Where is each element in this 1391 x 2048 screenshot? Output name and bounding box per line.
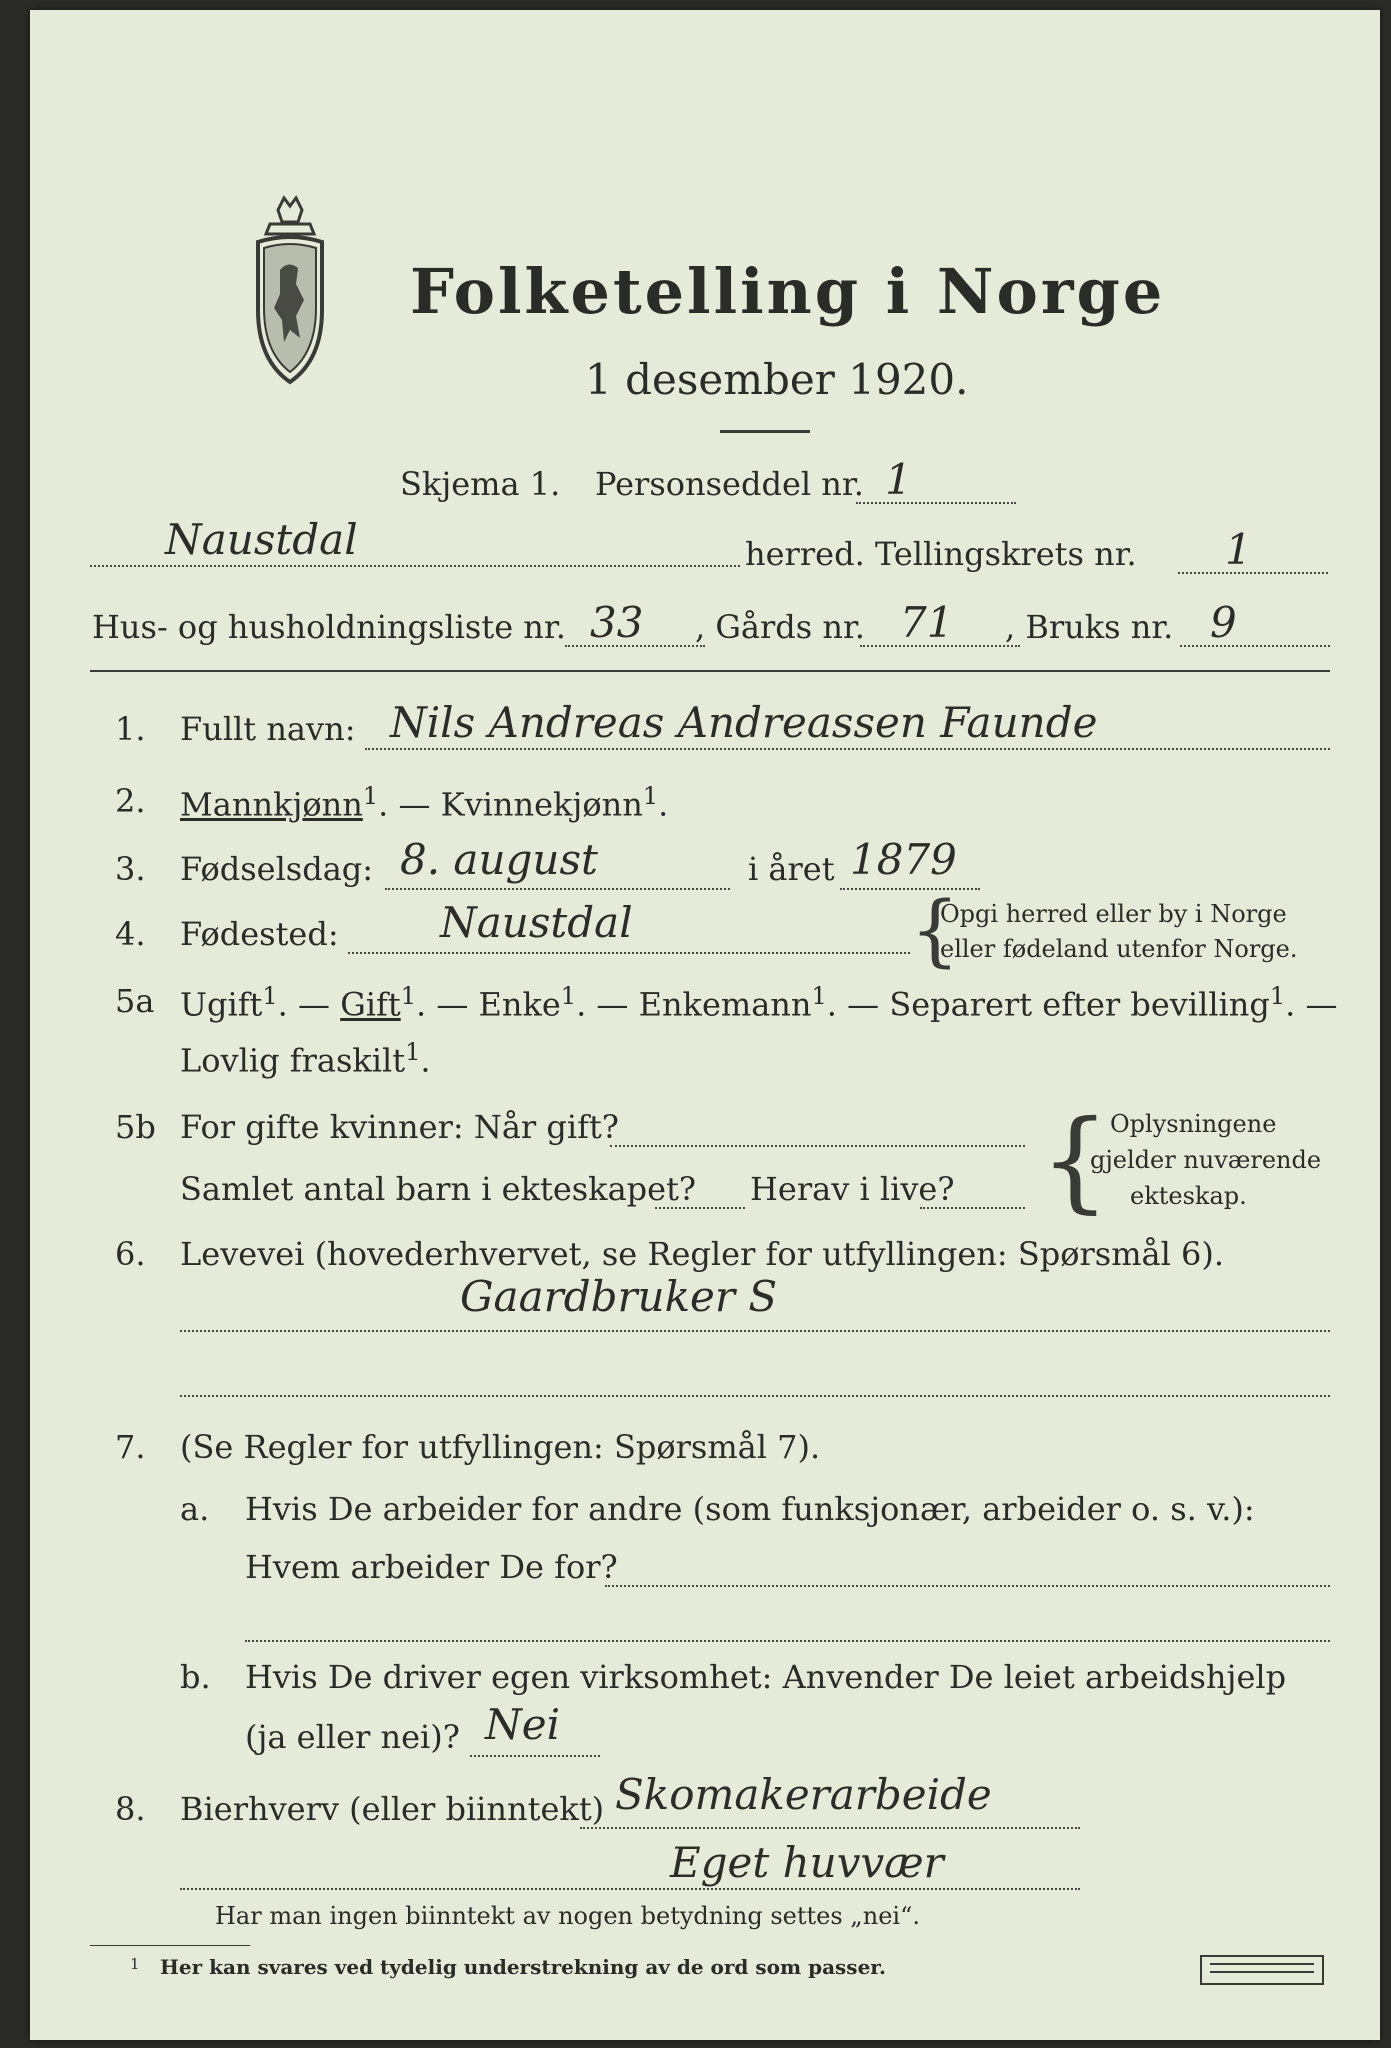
q7b-line1: Hvis De driver egen virksomhet: Anvender De leiet arbeidshjelp — [245, 1658, 1287, 1696]
herred-value: Naustdal — [165, 515, 358, 564]
q3-year-value: 1879 — [850, 835, 957, 884]
norway-coat-of-arms-icon — [240, 190, 340, 390]
q5b-note-line1: Oplysningene — [1110, 1110, 1277, 1138]
gards-label: , Gårds nr. — [695, 608, 865, 646]
q2-male-option: Mannkjønn — [180, 785, 363, 824]
q5b-alive-line — [920, 1207, 1025, 1209]
q5a-gift: Gift — [340, 985, 401, 1024]
q6-line1 — [180, 1330, 1330, 1332]
q8-label: Bierhverv (eller biinntekt) — [180, 1790, 605, 1828]
printer-stamp — [1200, 1955, 1324, 1985]
footnote-number: 1 — [130, 1955, 140, 1973]
q5b-brace: { — [1040, 1096, 1110, 1224]
q6-label: Levevei (hovederhvervet, se Regler for utfyllingen: Spørsmål 6). — [180, 1235, 1225, 1273]
q2-options: Mannkjønn$^1$. — Kvinnekjønn$^1$. — [180, 782, 669, 824]
q5b-label-alive: Herav i live? — [750, 1170, 955, 1208]
herred-label: herred. — [745, 535, 865, 573]
q1-number: 1. — [115, 710, 146, 748]
q7a-letter: a. — [180, 1490, 210, 1528]
footnote-rule — [90, 1945, 250, 1946]
footnote-text: Her kan svares ved tydelig understrekning av de ord som passer. — [160, 1955, 886, 1979]
q2-female-option: Kvinnekjønn — [440, 785, 643, 824]
q1-label: Fullt navn: — [180, 710, 356, 748]
title-divider — [720, 430, 810, 433]
q5a-number: 5a — [115, 982, 155, 1020]
q7b-letter: b. — [180, 1658, 211, 1696]
q6-number: 6. — [115, 1235, 146, 1273]
q3-value: 8. august — [400, 835, 598, 884]
schema-label: Skjema 1. — [400, 465, 561, 503]
q4-line — [348, 952, 910, 954]
q6-line2 — [180, 1395, 1330, 1397]
q5b-note-line3: ekteskap. — [1130, 1182, 1247, 1210]
tellingskrets-value: 1 — [1225, 525, 1252, 574]
personseddel-line — [856, 502, 1016, 504]
q4-label: Fødested: — [180, 915, 339, 953]
gards-value: 71 — [900, 598, 954, 647]
bruks-line — [1180, 645, 1330, 647]
q4-brace: { — [910, 886, 960, 976]
form-date: 1 desember 1920. — [585, 355, 969, 404]
personseddel-label: Personseddel nr. — [595, 465, 864, 503]
q7b-line — [470, 1755, 600, 1757]
q7-label: (Se Regler for utfyllingen: Spørsmål 7). — [180, 1428, 821, 1466]
q3-number: 3. — [115, 850, 146, 888]
q7b-line2: (ja eller nei)? — [245, 1718, 460, 1756]
q4-number: 4. — [115, 915, 146, 953]
tellingskrets-label: Tellingskrets nr. — [875, 535, 1137, 573]
tellingskrets-line — [1178, 572, 1328, 574]
q4-note-line2: eller fødeland utenfor Norge. — [940, 935, 1298, 963]
q5a-options: Ugift$^1$. — Gift$^1$. — Enke$^1$. — Enkemann$^1$. — Separert efter bevilling$^1$. — — [180, 982, 1338, 1024]
q1-value: Nils Andreas Andreassen Faunde — [390, 698, 1098, 747]
q8-value2: Eget huvvær — [670, 1838, 944, 1887]
q8-line1 — [580, 1827, 1080, 1829]
personseddel-value: 1 — [885, 455, 912, 504]
q3-line — [385, 888, 730, 890]
form-title: Folketelling i Norge — [410, 255, 1166, 328]
q4-note-line1: Opgi herred eller by i Norge — [940, 900, 1287, 928]
q5a-enkemann: Enkemann — [638, 985, 812, 1024]
q8-number: 8. — [115, 1790, 146, 1828]
q3-label: Fødselsdag: — [180, 850, 374, 888]
note-nei: Har man ingen biinntekt av nogen betydning settes „nei“. — [215, 1902, 920, 1930]
q7b-value: Nei — [485, 1700, 561, 1749]
q1-line — [365, 748, 1330, 750]
census-form-sheet — [30, 10, 1380, 2040]
q5b-number: 5b — [115, 1108, 156, 1146]
q7a-line — [605, 1585, 1330, 1587]
herred-line — [90, 565, 740, 567]
q5a-separert: Separert efter bevilling — [889, 985, 1270, 1024]
q7-number: 7. — [115, 1428, 146, 1466]
bruks-value: 9 — [1210, 598, 1237, 647]
q5b-label-children: Samlet antal barn i ekteskapet? — [180, 1170, 697, 1208]
q5b-children-line — [655, 1207, 745, 1209]
q5b-label-when: For gifte kvinner: Når gift? — [180, 1108, 619, 1146]
q5b-when-line — [610, 1145, 1025, 1147]
q7a-line-extra — [245, 1640, 1330, 1642]
header-divider — [90, 670, 1330, 672]
bruks-label: , Bruks nr. — [1005, 608, 1174, 646]
q8-value1: Skomakerarbeide — [615, 1770, 992, 1819]
q2-number: 2. — [115, 782, 146, 820]
q5a-enke: Enke — [478, 985, 561, 1024]
q5b-note-line2: gjelder nuværende — [1090, 1146, 1322, 1174]
q8-line2 — [180, 1888, 1080, 1890]
q5a-ugift: Ugift — [180, 985, 263, 1024]
q3-year-label: i året — [748, 850, 835, 888]
hus-label: Hus- og husholdningsliste nr. — [92, 608, 566, 646]
q6-value: Gaardbruker S — [460, 1272, 778, 1321]
q7a-line1: Hvis De arbeider for andre (som funksjonær, arbeider o. s. v.): — [245, 1490, 1255, 1528]
hus-value: 33 — [590, 598, 644, 647]
q5a-lovlig: Lovlig fraskilt$^1$. — [180, 1038, 431, 1080]
q7a-line2: Hvem arbeider De for? — [245, 1548, 618, 1586]
q4-value: Naustdal — [440, 898, 633, 947]
